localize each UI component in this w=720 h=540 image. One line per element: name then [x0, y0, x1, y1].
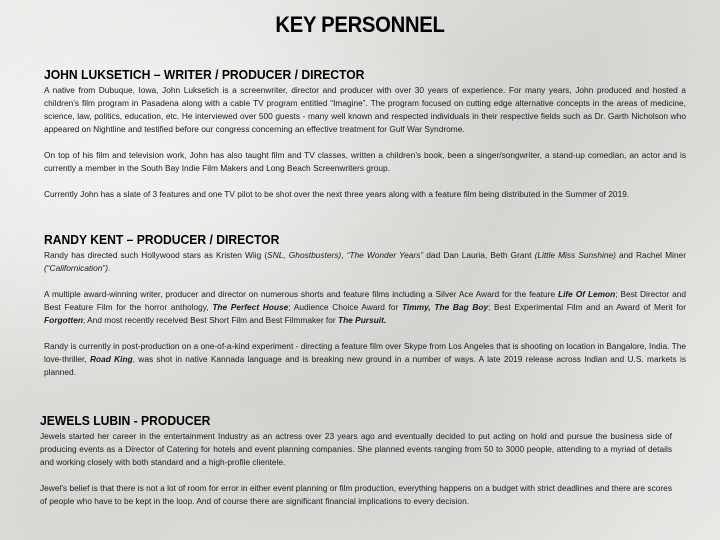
jewels-section [40, 414, 672, 508]
randy-p2-film-1: Life Of Lemon [557, 289, 616, 299]
randy-p1-credit-4: (“Californication”) [44, 263, 108, 273]
randy-p1-text-3: dad Dan Lauria, Beth Grant [423, 250, 535, 260]
jewels-paragraph-1: Jewels started her career in the entertainment Industry as an actress over 23 years ago and eventually decided to put acting on hold and pursue the business side of producing events as a Director of Catering for hotels and event planning companies. She planned events ranging from 50 to 3000 people, attending to a myriad of details and working closely with both standard and a high-profile clientele. [40, 431, 672, 467]
randy-p1-text-4: and Rachel Miner [615, 250, 686, 260]
randy-p1-credit-3: (Little Miss Sunshine) [534, 250, 616, 260]
randy-heading: RANDY KENT – PRODUCER / DIRECTOR [44, 233, 280, 247]
randy-p2-film-4: Forgotten [44, 315, 83, 325]
jewels-paragraph-2: Jewel's belief is that there is not a lot of room for error in either event planning or film production, everything happens on a budget with strict deadlines and there are scores of people who have to be kept in the loop. And of course there are significant financial implications to every decision. [40, 483, 672, 506]
john-paragraph-1: A native from Dubuque, Iowa, John Luksetich is a screenwriter, director and producer with over 30 years of experience. For many years, John produced and hosted a children’s film program in Pasadena along with a cable TV program entitled “Imagine”. The program focused on cutting edge alternative concepts in the areas of medicine, science, law, politics, education, etc. He interviewed over 500 guests - many well known and respected individuals in their respective fields such as Dr. Garth Nicholson who appeared on Nightline and testified before our congress concerning an effective treatment for Gulf War Syndrome. [44, 85, 686, 134]
john-section [44, 68, 686, 201]
randy-p1-text-1: Randy has directed such Hollywood stars as Kristen Wiig ( [44, 250, 268, 260]
randy-p3-film-1: Road King [89, 354, 133, 364]
randy-p2-text-1: A multiple award-winning writer, producer and director on numerous shorts and feature films including a Silver Ace Award for the feature [44, 289, 558, 299]
randy-paragraph-1 [44, 249, 686, 275]
jewels-heading: JEWELS LUBIN - PRODUCER [40, 414, 211, 428]
randy-p1-text-2: , [341, 250, 347, 260]
randy-p1-text-5: . [107, 263, 111, 273]
john-heading: JOHN LUKSETICH – WRITER / PRODUCER / DIRECTOR [44, 68, 365, 82]
john-paragraph-2: On top of his film and television work, John has also taught film and TV classes, written a children’s book, been a singer/songwriter, a stand-up comedian, an actor and is currently a member in the South Bay Indie Film Makers and Long Beach Screenwriters group. [44, 150, 686, 173]
randy-p2-film-2: The Perfect House [212, 302, 289, 312]
randy-paragraph-3 [44, 340, 686, 379]
randy-paragraph-2 [44, 288, 686, 327]
slide-title: KEY PERSONNEL [275, 12, 445, 37]
randy-section [44, 233, 686, 379]
randy-p2-text-2: ; Best Director and Best Feature Film for the horror anthology, [44, 289, 686, 312]
randy-p2-film-3: Timmy, The Bag Boy [401, 302, 489, 312]
randy-p3-text-1: Randy is currently in post-production on a one-of-a-kind experiment - directing a feature film over Skype from Los Angeles that is shooting on location in Bangalore, India. The love-thriller, [44, 341, 686, 364]
randy-p1-credit-2: “The Wonder Years” [346, 250, 424, 260]
randy-p1-credit-1: SNL, Ghostbusters) [267, 250, 342, 260]
randy-p2-film-5: The Pursuit. [337, 315, 387, 325]
randy-p2-text-3: ; Audience Choice Award for [288, 302, 402, 312]
john-paragraph-3: Currently John has a slate of 3 features and one TV pilot to be shot over the next three years along with a feature film being distributed in the Summer of 2019. [44, 189, 630, 199]
randy-p2-text-5: ; And most recently received Best Short Film and Best Filmmaker for [82, 315, 338, 325]
randy-p3-text-2: , was shot in native Kannada language and is breaking new ground in a number of ways. A late 2019 release across Indian and U.S. markets is planned. [44, 354, 686, 377]
randy-p2-text-4: ; Best Experimental Film and an Award of Merit for [488, 302, 686, 312]
